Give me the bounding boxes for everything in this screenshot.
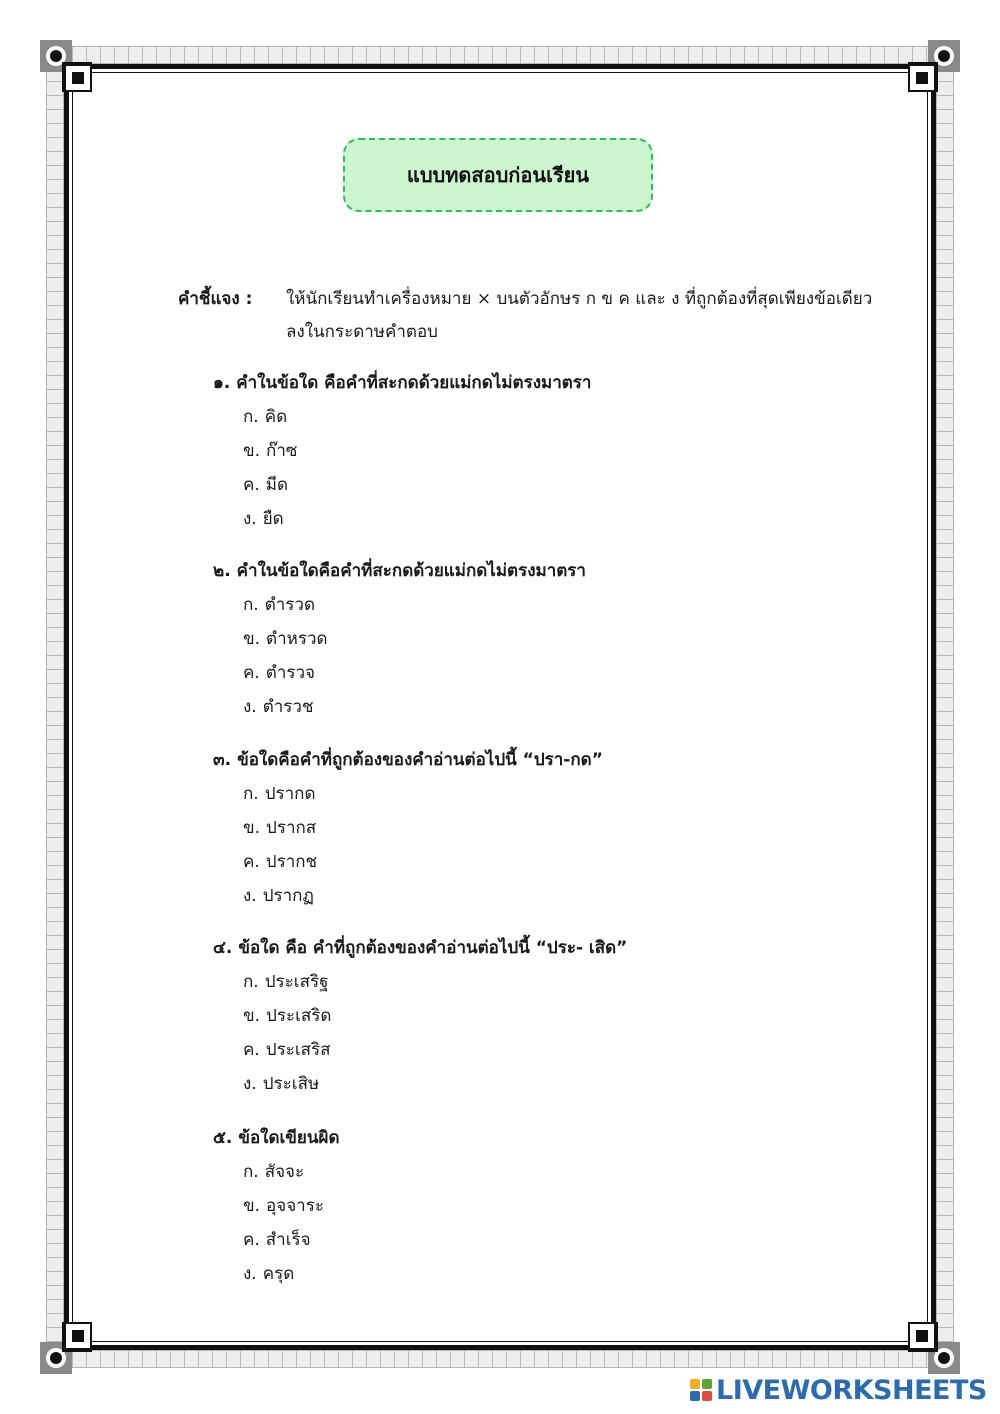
option-letter: ค. [243,1040,260,1060]
option-letter: ข. [243,818,261,838]
option-d[interactable] [213,690,913,724]
option-letter: ค. [243,852,260,872]
option-text: ก๊าซ [266,441,298,461]
question-4 [213,931,913,1101]
option-text: สำเร็จ [265,1230,311,1250]
option-c[interactable] [213,468,913,502]
option-b[interactable] [213,999,913,1033]
question-number: ๑. [213,373,231,393]
option-letter: ค. [243,1230,260,1250]
frame-right-strip [936,58,954,1356]
question-text: ข้อใดคือคำที่ถูกต้องของคำอ่านต่อไปนี้ “ปรา-กด” [237,750,603,770]
option-b[interactable] [213,434,913,468]
corner-ornament-top-left [40,40,92,92]
option-text: ตำรวด [264,595,316,615]
option-letter: ข. [243,441,261,461]
corner-ornament-top-right [908,40,960,92]
question-number: ๔. [213,938,233,958]
question-title [213,931,913,965]
question-text: ข้อใด คือ คำที่ถูกต้องของคำอ่านต่อไปนี้ “ประ- เสิด” [238,938,628,958]
question-title [213,743,913,777]
option-c[interactable] [213,1033,913,1067]
option-letter: ก. [243,972,259,992]
option-b[interactable] [213,1189,913,1223]
frame-bottom-strip [58,1350,942,1368]
logo-square-2 [702,1379,712,1389]
question-3 [213,743,913,913]
option-text: ประเสิษ [262,1074,320,1094]
frame-top-strip [58,46,942,64]
option-c[interactable] [213,1223,913,1257]
option-text: ครุด [262,1264,295,1284]
option-letter: ค. [243,475,260,495]
option-text: ปรากฏ [262,886,314,906]
question-1 [213,366,913,536]
option-text: คิด [264,407,288,427]
option-letter: ง. [243,509,257,529]
option-d[interactable] [213,1257,913,1291]
question-text: ข้อใดเขียนผิด [238,1128,340,1148]
logo-square-4 [702,1391,712,1401]
question-2 [213,554,913,724]
option-a[interactable] [213,777,913,811]
logo-square-3 [690,1391,700,1401]
option-b[interactable] [213,622,913,656]
corner-ornament-bottom-left [40,1322,92,1374]
option-a[interactable] [213,588,913,622]
page-title: แบบทดสอบก่อนเรียน [406,163,590,187]
instructions-text: ให้นักเรียนทำเครื่องหมาย × บนตัวอักษร ก ข ค และ ง ที่ถูกต้องที่สุดเพียงข้อเดียวลงในกระดาษคำตอบ [286,289,873,342]
option-letter: ก. [243,595,259,615]
question-title [213,1121,913,1155]
option-letter: ง. [243,1074,257,1094]
option-text: สัจจะ [264,1162,305,1182]
question-text: คำในข้อใด คือคำที่สะกดด้วยแม่กดไม่ตรงมาตรา [236,373,592,393]
option-b[interactable] [213,811,913,845]
question-5 [213,1121,913,1291]
option-a[interactable] [213,400,913,434]
option-d[interactable] [213,502,913,536]
logo-square-1 [690,1379,700,1389]
question-text: คำในข้อใดคือคำที่สะกดด้วยแม่กดไม่ตรงมาตรา [236,561,586,581]
option-text: ตำหรวด [266,629,328,649]
question-number: ๓. [213,750,232,770]
option-c[interactable] [213,845,913,879]
liveworksheets-logo-icon [690,1379,712,1401]
option-letter: ค. [243,663,260,683]
option-letter: ก. [243,784,259,804]
option-letter: ข. [243,1006,261,1026]
option-letter: ก. [243,1162,259,1182]
option-letter: ง. [243,697,257,717]
option-d[interactable] [213,1067,913,1101]
option-a[interactable] [213,965,913,999]
option-letter: ง. [243,1264,257,1284]
option-letter: ง. [243,886,257,906]
option-d[interactable] [213,879,913,913]
option-text: ตำรวจ [265,663,316,683]
option-text: ประเสริฐ [264,972,329,992]
frame-left-strip [46,58,64,1356]
option-text: ปรากด [264,784,316,804]
question-number: ๕. [213,1128,233,1148]
option-text: ยืด [262,509,284,529]
logo-text: LIVEWORKSHEETS [716,1374,987,1406]
instructions-label: คำชี้แจง : [178,289,253,309]
option-letter: ข. [243,1196,261,1216]
option-a[interactable] [213,1155,913,1189]
option-letter: ข. [243,629,261,649]
option-text: ประเสริส [265,1040,331,1060]
liveworksheets-logo[interactable] [690,1374,987,1406]
question-title [213,366,913,400]
option-letter: ก. [243,407,259,427]
corner-ornament-bottom-right [908,1322,960,1374]
option-text: ปรากส [266,818,317,838]
option-text: มีด [265,475,289,495]
title-box [343,138,653,212]
option-text: ประเสริด [266,1006,332,1026]
option-text: ตำรวช [262,697,314,717]
option-text: อุจจาระ [266,1196,324,1216]
question-title [213,554,913,588]
option-text: ปรากช [265,852,318,872]
option-c[interactable] [213,656,913,690]
question-number: ๒. [213,561,231,581]
